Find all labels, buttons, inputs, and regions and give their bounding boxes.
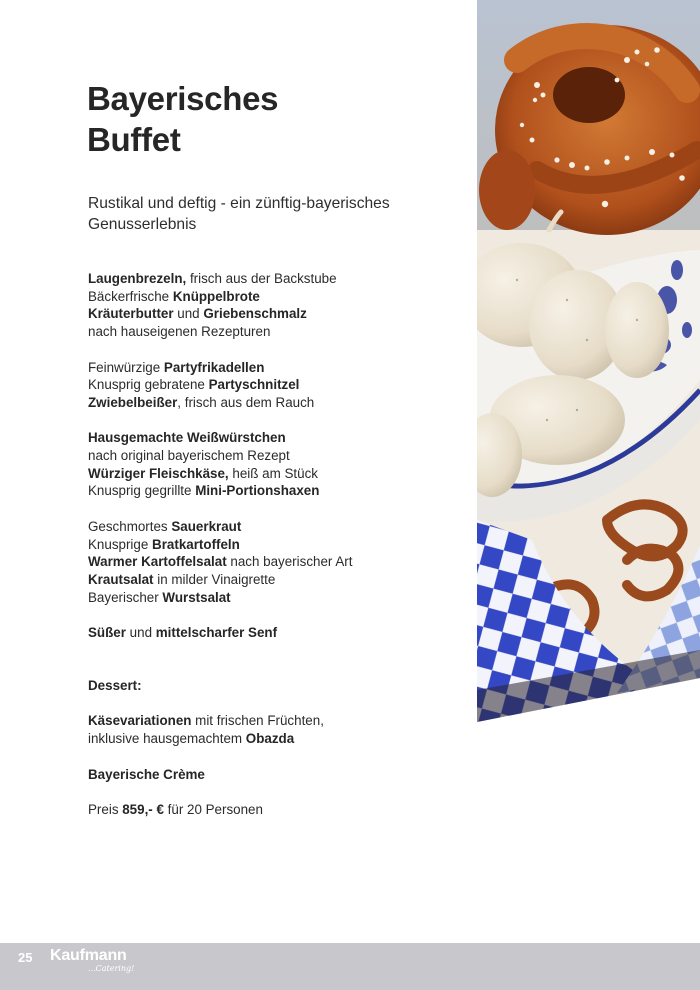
dish-connector: und xyxy=(173,306,204,322)
menu-item xyxy=(88,394,458,412)
dish-description: frisch aus der Backstube xyxy=(186,271,337,286)
dish-name: Laugenbrezeln, xyxy=(88,271,187,286)
dish-description: Knusprige xyxy=(88,536,153,552)
page-subtitle xyxy=(88,193,448,235)
menu-item xyxy=(88,712,458,730)
brand-name: Kaufmann xyxy=(50,947,127,964)
menu-group-warm-dishes xyxy=(88,429,458,500)
dish-description: mit frischen Früchten, xyxy=(191,713,324,729)
dish-name: Bayerische Crème xyxy=(88,766,205,782)
dish-name: Bratkartoffeln xyxy=(152,536,240,552)
menu-group-sides xyxy=(88,518,458,607)
dish-name: mittelscharfer Senf xyxy=(155,625,278,640)
dish-description: nach bayerischer Art xyxy=(226,554,353,570)
title-line-2: Buffet xyxy=(87,121,181,158)
dish-description: Bäckerfrische xyxy=(88,288,173,304)
menu-item xyxy=(88,465,458,483)
subtitle-line-2: Genusserlebnis xyxy=(88,216,197,233)
menu-list xyxy=(88,270,458,836)
dish-name: Partyschnitzel xyxy=(208,377,300,393)
subtitle-line-1: Rustikal und deftig - ein zünftig-bayerisches xyxy=(88,195,390,212)
dessert-heading: Dessert: xyxy=(88,678,142,694)
dish-name: Kräuterbutter xyxy=(88,306,174,322)
menu-item xyxy=(88,447,458,465)
dish-description: heiß am Stück xyxy=(228,465,318,481)
menu-item xyxy=(88,589,458,607)
dish-name: Würziger Fleischkäse, xyxy=(88,465,229,481)
menu-item xyxy=(88,536,458,554)
page-title xyxy=(87,78,278,160)
dish-description: , frisch aus dem Rauch xyxy=(177,394,315,410)
menu-item xyxy=(88,730,458,748)
dish-description: in milder Vinaigrette xyxy=(153,571,276,587)
menu-item xyxy=(88,376,458,394)
dish-name: Krautsalat xyxy=(88,571,154,587)
pretzel-icon xyxy=(479,25,700,235)
dish-description: Knusprig gebratene xyxy=(88,377,209,393)
menu-item xyxy=(88,288,458,306)
dish-name: Mini-Portionshaxen xyxy=(195,483,320,499)
food-photo xyxy=(477,0,700,722)
dish-name: Süßer xyxy=(88,625,126,640)
menu-group-meat-snacks xyxy=(88,359,458,412)
dessert-section-heading xyxy=(88,677,458,695)
dish-name: Griebenschmalz xyxy=(203,306,307,322)
price-line xyxy=(88,801,458,819)
dish-description: nach original bayerischem Rezept xyxy=(88,448,290,463)
dish-name: Warmer Kartoffelsalat xyxy=(88,554,227,570)
dish-connector: und xyxy=(125,625,156,640)
menu-item xyxy=(88,766,458,784)
menu-item xyxy=(88,553,458,571)
dish-name: Knüppelbrote xyxy=(172,288,260,304)
dish-description: Knusprig gegrillte xyxy=(88,483,196,499)
dish-name: Wurstsalat xyxy=(162,589,231,605)
menu-item xyxy=(88,482,458,500)
title-line-1: Bayerisches xyxy=(87,80,279,117)
dish-description: Geschmortes xyxy=(88,518,172,534)
dish-description: Bayerischer xyxy=(88,589,163,605)
menu-item xyxy=(88,518,458,536)
menu-group-bread xyxy=(88,270,458,341)
dish-name: Sauerkraut xyxy=(171,518,242,534)
price-suffix: für 20 Personen xyxy=(163,801,263,817)
menu-item xyxy=(88,571,458,589)
brand-logo xyxy=(50,947,135,973)
menu-item xyxy=(88,624,458,642)
menu-item xyxy=(88,359,458,377)
menu-item xyxy=(88,429,458,447)
price-amount: 859,- € xyxy=(122,801,164,817)
dish-description: inklusive hausgemachtem xyxy=(88,731,246,747)
menu-group-dessert-cheese xyxy=(88,712,458,747)
dish-description: nach hauseigenen Rezepturen xyxy=(88,324,271,340)
menu-group-condiments xyxy=(88,624,458,642)
dish-name: Käsevariationen xyxy=(88,713,192,729)
dish-name: Hausgemachte Weißwürstchen xyxy=(88,430,286,446)
page-footer xyxy=(0,943,700,990)
dish-name: Partyfrikadellen xyxy=(163,359,265,375)
menu-item xyxy=(88,305,458,323)
brand-tagline: ...Catering! xyxy=(88,964,135,973)
page-number: 25 xyxy=(18,950,33,965)
bavarian-food-illustration xyxy=(477,0,700,722)
dish-name: Obazda xyxy=(245,731,295,747)
price-prefix: Preis xyxy=(88,801,123,817)
dish-name: Zwiebelbeißer xyxy=(88,394,178,410)
spacer xyxy=(88,659,458,677)
menu-group-dessert-creme xyxy=(88,766,458,784)
menu-item xyxy=(88,323,458,341)
dish-description: Feinwürzige xyxy=(88,359,164,375)
menu-item xyxy=(88,270,458,288)
